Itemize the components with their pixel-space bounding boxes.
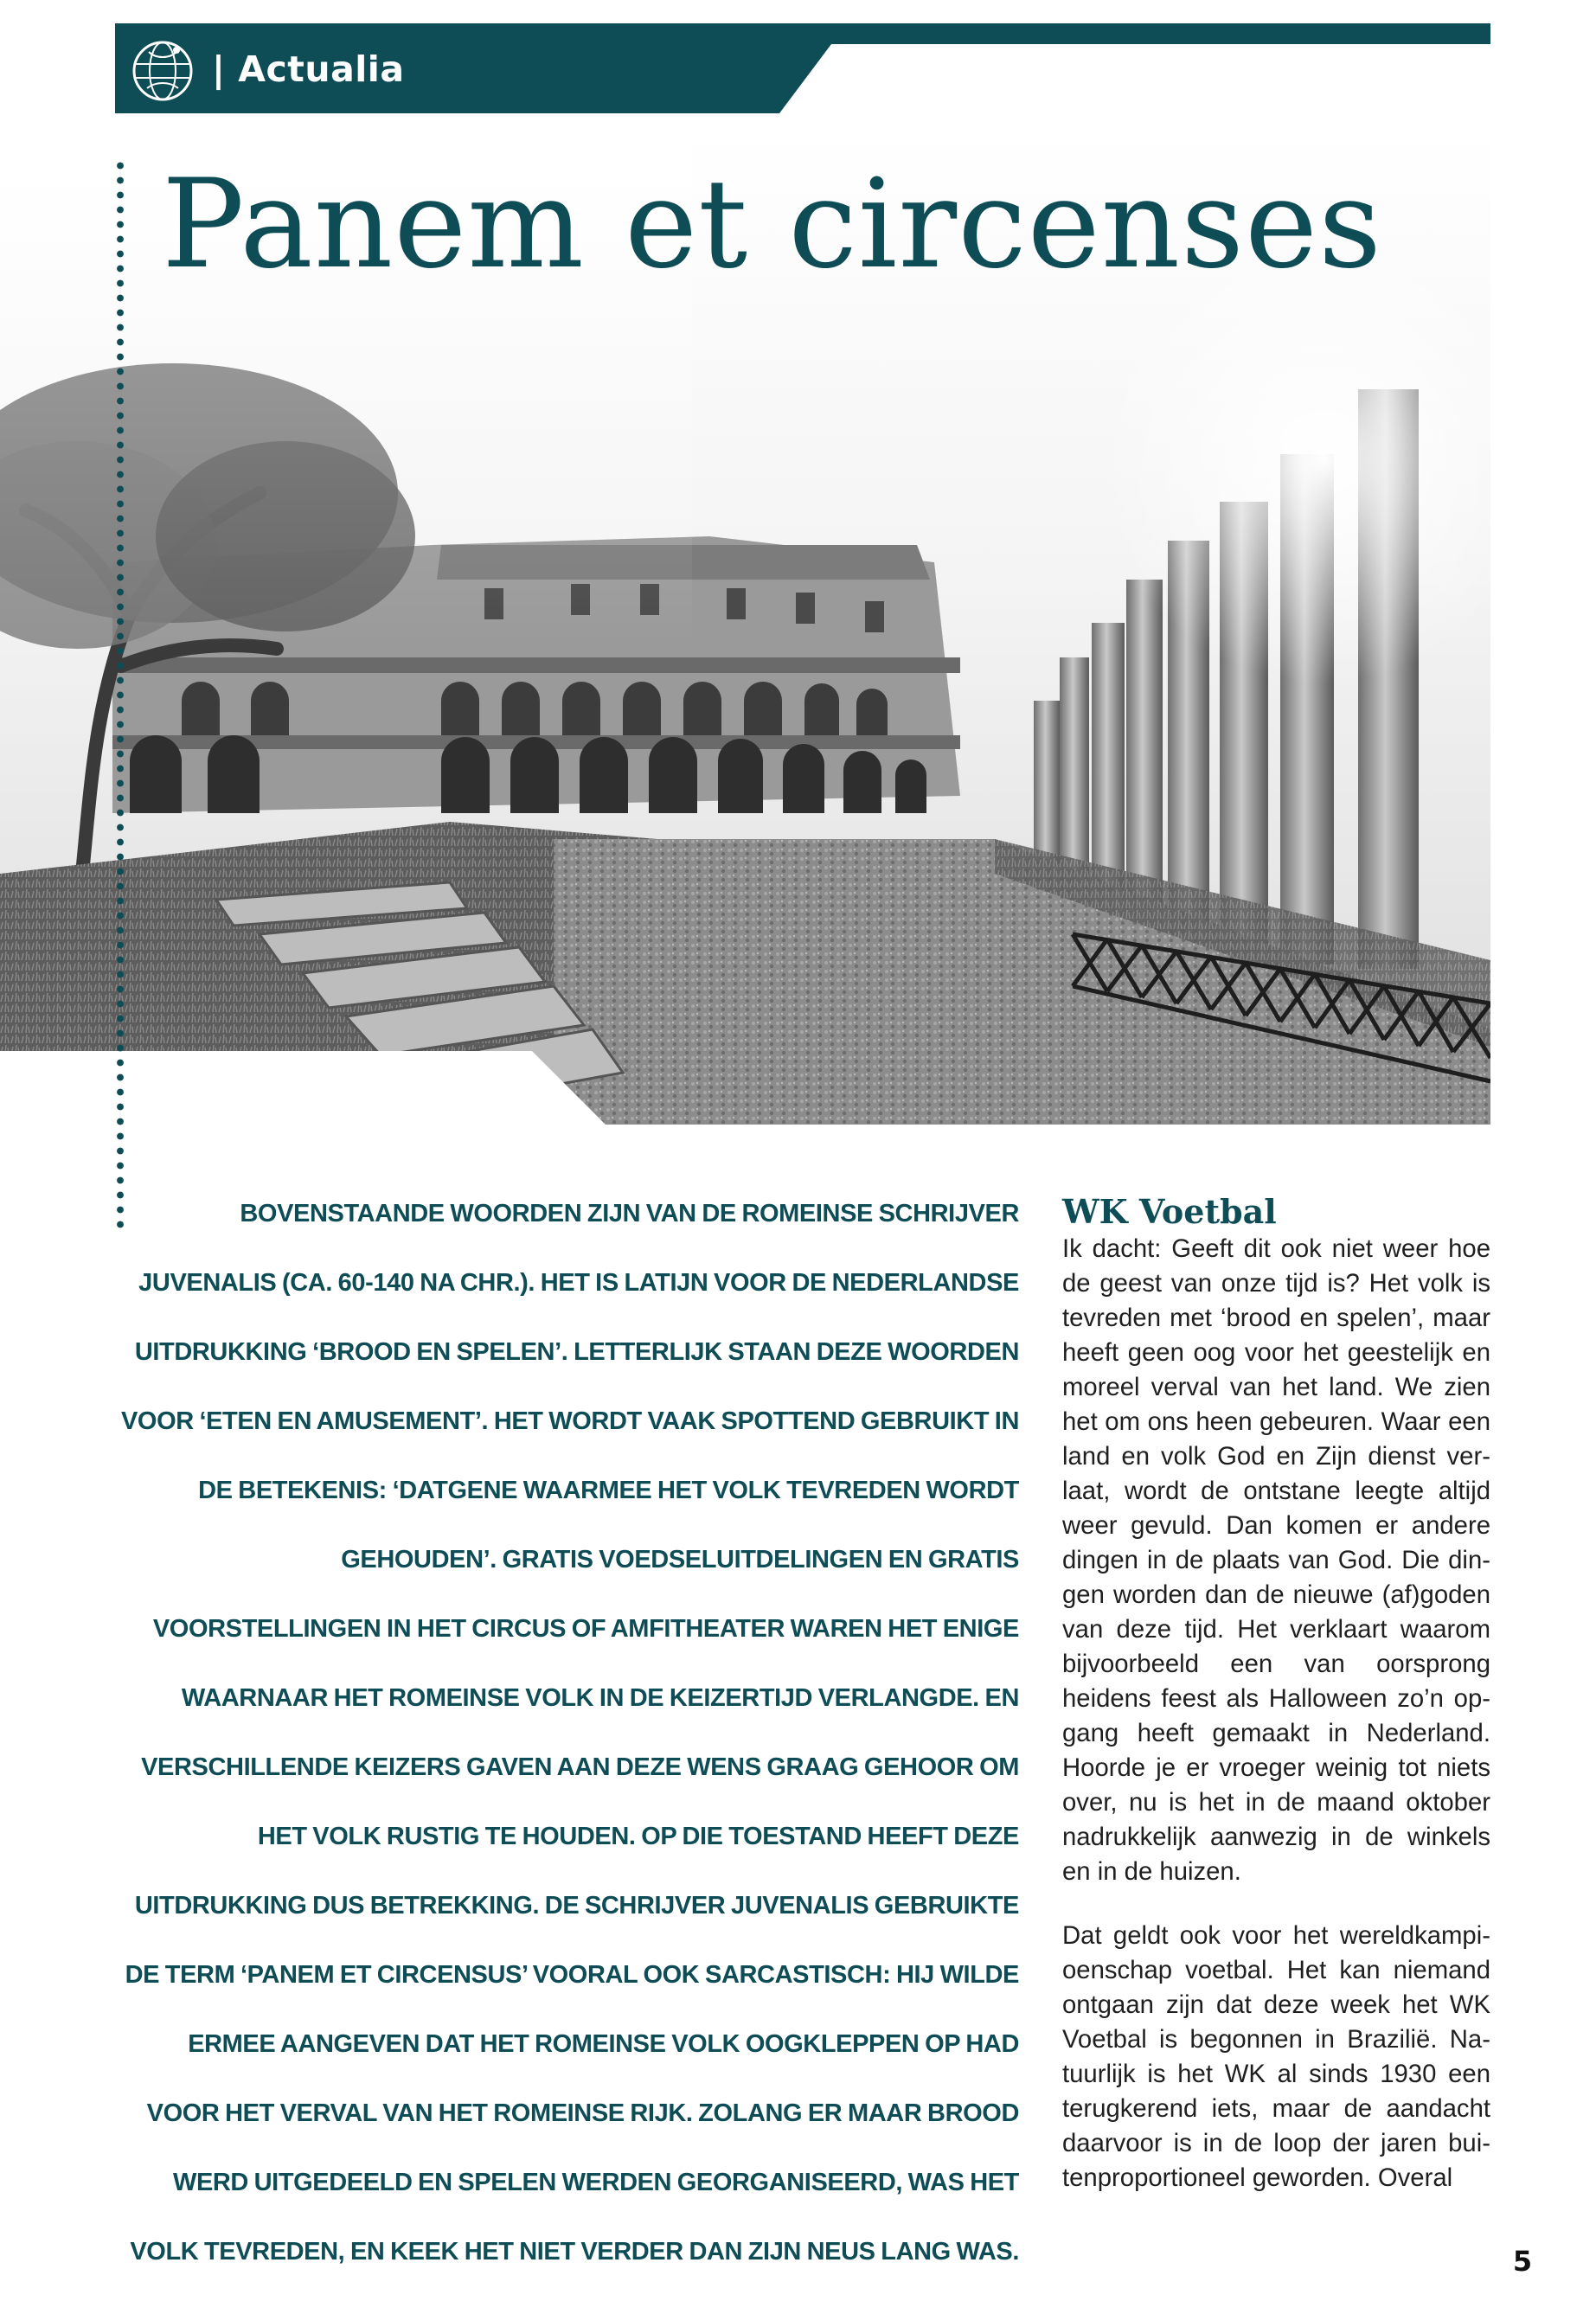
section-heading: WK Voetbal: [1062, 1192, 1277, 1231]
article-title: Panem et circenses: [162, 153, 1382, 296]
intro-text: BOVENSTAANDE WOORDEN ZIJN VAN DE ROMEINSE SCHRIJVER JUVENALIS (CA. 60-140 NA CHR.). HET IS LATIJN VOOR DE NEDERLANDSE UITDRUKKING ‘BROOD EN SPELEN’. LETTERLIJK STAAN DEZE WOORDEN VOOR ‘ETEN EN AMUSEMENT’. HET WORDT VAAK SPOTTEND GEBRUIKT IN DE BETEKENIS: ‘DATGENE WAARMEE HET VOLK TEVREDEN WORDT GEHOUDEN’. GRATIS VOEDSELUITDELINGEN EN GRATIS VOORSTELLINGEN IN HET CIRCUS OF AMFITHEATER WAREN HET ENIGE WAARNAAR HET ROMEINSE VOLK IN DE KEIZERTIJD VERLANGDE. EN VERSCHILLENDE KEIZERS GAVEN AAN DEZE WENS GRAAG GEHOOR OM HET VOLK RUSTIG TE HOUDEN. OP DIE TOESTAND HEEFT DEZE UITDRUKKING DUS BETREKKING. DE SCHRIJVER JUVENALIS GEBRUIKTE DE TERM ‘PANEM ET CIRCENSUS’ VOORAL OOK SARCASTISCH: HIJ WILDE ERMEE AANGEVEN DAT HET ROMEINSE VOLK OOGKLEPPEN OP HAD VOOR HET VERVAL VAN HET ROMEINSE RIJK. ZOLANG ER MAAR BROOD WERD UITGEDEELD EN SPELEN WERDEN GEORGANISEERD, WAS HET VOLK TEVREDEN, EN KEEK HET NIET VERDER DAN ZIJN NEUS LANG WAS.: [120, 1200, 1019, 2266]
dotted-divider: [116, 158, 125, 1231]
page-number: 5: [1512, 2245, 1533, 2278]
body-paragraph-2: Dat geldt ook voor het wereldkampioenschap voetbal. Het kan niemand ontgaan zijn dat deze week het WK Voetbal is begonnen in Brazilië. Natuurlijk is het WK al sinds 1930 een terugkerend iets, maar de aandacht daarvoor is in de loop der jaren buitenproportioneel geworden. Overal: [1062, 1921, 1490, 2192]
body-paragraph-1: Ik dacht: Geeft dit ook niet weer hoe de geest van onze tijd is? Het volk is tevreden met ‘brood en spelen’, maar heeft geen oog voor het geestelijk en moreel verval van het land. We zien het om ons heen gebeuren. Waar een land en volk God en Zijn dienst verlaat, wordt de ontstane leegte altijd weer gevuld. Dan komen er andere dingen in de plaats van God. Die dingen worden dan de nieuwe (af)goden van deze tijd. Het verklaart waarom bijvoorbeeld een van oorsprong heidens feest als Halloween zo’n opgang heeft gemaakt in Nederland. Hoorde je er vroeger weinig tot niets over, nu is het in de maand oktober nadrukkelijk aanwezig in de winkels en in de huizen.: [1062, 1234, 1490, 1886]
section-label: | Actualia: [212, 48, 405, 90]
globe-emblem-icon: [130, 38, 195, 104]
